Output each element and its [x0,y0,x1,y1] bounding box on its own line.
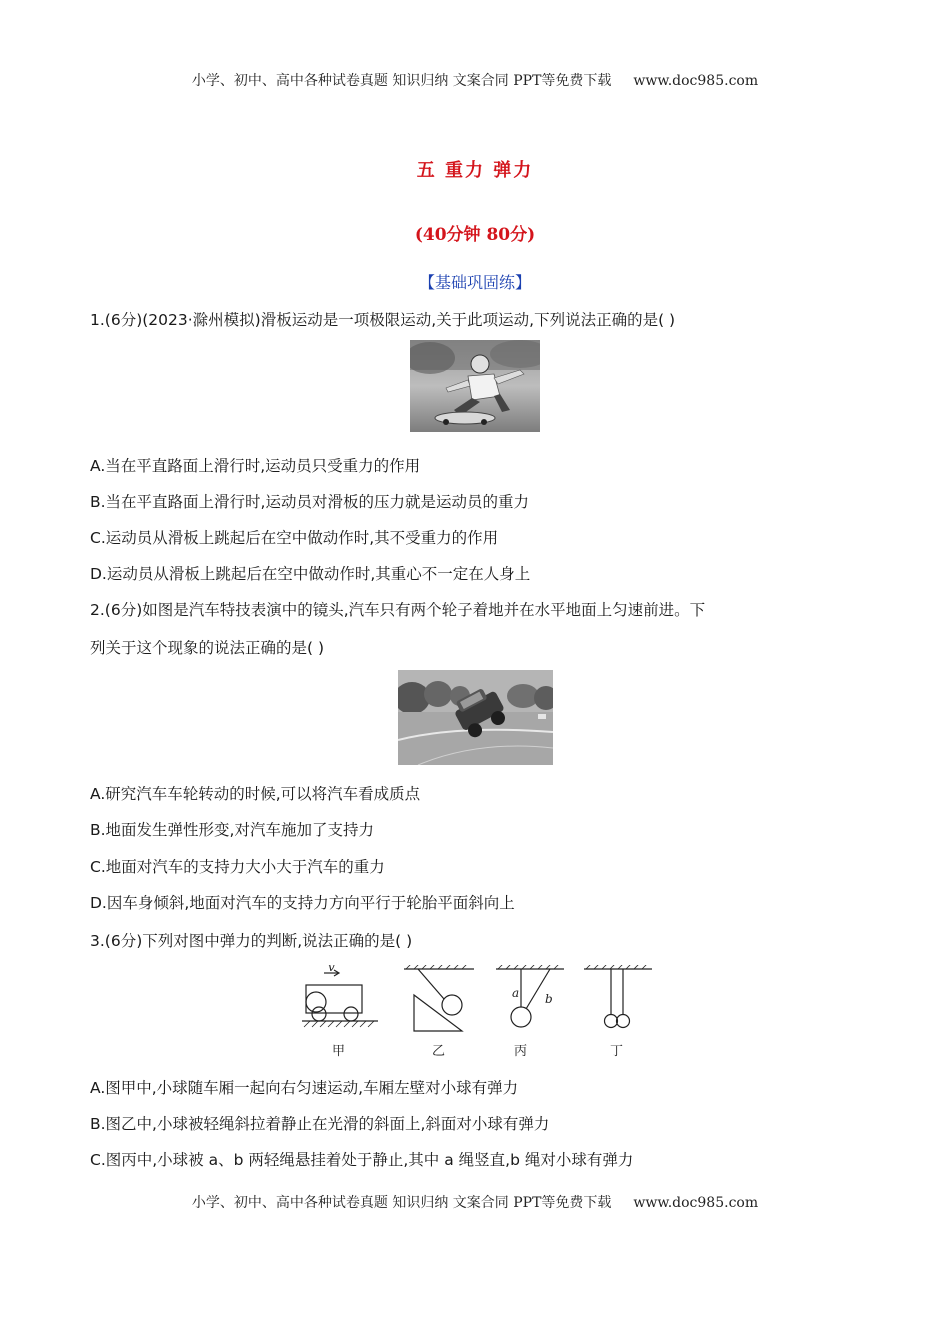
elastic-force-figure [296,965,656,1060]
figure-yi [404,965,474,1031]
question-1-option-b: B.当在平直路面上滑行时,运动员对滑板的压力就是运动员的重力 [90,493,529,511]
question-2-option-d: D.因车身倾斜,地面对汽车的支持力方向平行于轮胎平面斜向上 [90,894,515,912]
header-banner-url[interactable]: www.doc985.com [633,73,759,89]
question-2-stem-line2: 列关于这个现象的说法正确的是( ) [90,639,325,657]
question-1-option-d: D.运动员从滑板上跳起后在空中做动作时,其重心不一定在人身上 [90,565,531,583]
question-2-option-a: A.研究汽车车轮转动的时候,可以将汽车看成质点 [90,785,421,803]
car-stunt-image [398,670,553,765]
time-score: (40分钟 80分) [414,225,536,245]
question-3-stem: 3.(6分)下列对图中弹力的判断,说法正确的是( ) [90,932,413,950]
car-stunt-photo [398,670,553,765]
label-a: a [512,986,520,1000]
skateboard-photo [410,340,540,432]
question-3-option-a: A.图甲中,小球随车厢一起向右匀速运动,车厢左壁对小球有弹力 [90,1079,519,1097]
label-b: b [545,992,553,1006]
question-1-stem: 1.(6分)(2023·滁州模拟)滑板运动是一项极限运动,关于此项运动,下列说法正确的是( ) [90,311,676,329]
footer-banner-url[interactable]: www.doc985.com [633,1195,759,1211]
question-2-option-c: C.地面对汽车的支持力大小大于汽车的重力 [90,858,385,876]
label-v: v [328,965,335,974]
label-yi: 乙 [432,1044,446,1059]
figure-jia [302,970,378,1027]
question-1-option-a: A.当在平直路面上滑行时,运动员只受重力的作用 [90,457,421,475]
section-heading: 【基础巩固练】 [418,273,531,292]
question-2-option-b: B.地面发生弹性形变,对汽车施加了支持力 [90,821,374,839]
header-banner-text: 小学、初中、高中各种试卷真题 知识归纳 文案合同 PPT等免费下载 [191,73,612,89]
page-title: 五 重力 弹力 [416,160,534,181]
header-banner [0,70,950,90]
question-2-stem-line1: 2.(6分)如图是汽车特技表演中的镜头,汽车只有两个轮子着地并在水平地面上匀速前进。下 [90,601,706,619]
question-3-option-c: C.图丙中,小球被 a、b 两轻绳悬挂着处于静止,其中 a 绳竖直,b 绳对小球有弹力 [90,1151,634,1169]
figure-bing [496,965,564,1027]
footer-banner [0,1192,950,1212]
figure-ding [584,965,652,1028]
footer-banner-text: 小学、初中、高中各种试卷真题 知识归纳 文案合同 PPT等免费下载 [191,1195,612,1211]
label-ding: 丁 [610,1044,624,1059]
question-3-option-b: B.图乙中,小球被轻绳斜拉着静止在光滑的斜面上,斜面对小球有弹力 [90,1115,550,1133]
label-bing: 丙 [514,1044,528,1059]
question-1-option-c: C.运动员从滑板上跳起后在空中做动作时,其不受重力的作用 [90,529,499,547]
label-jia: 甲 [332,1044,346,1059]
skateboard-image [410,340,540,432]
